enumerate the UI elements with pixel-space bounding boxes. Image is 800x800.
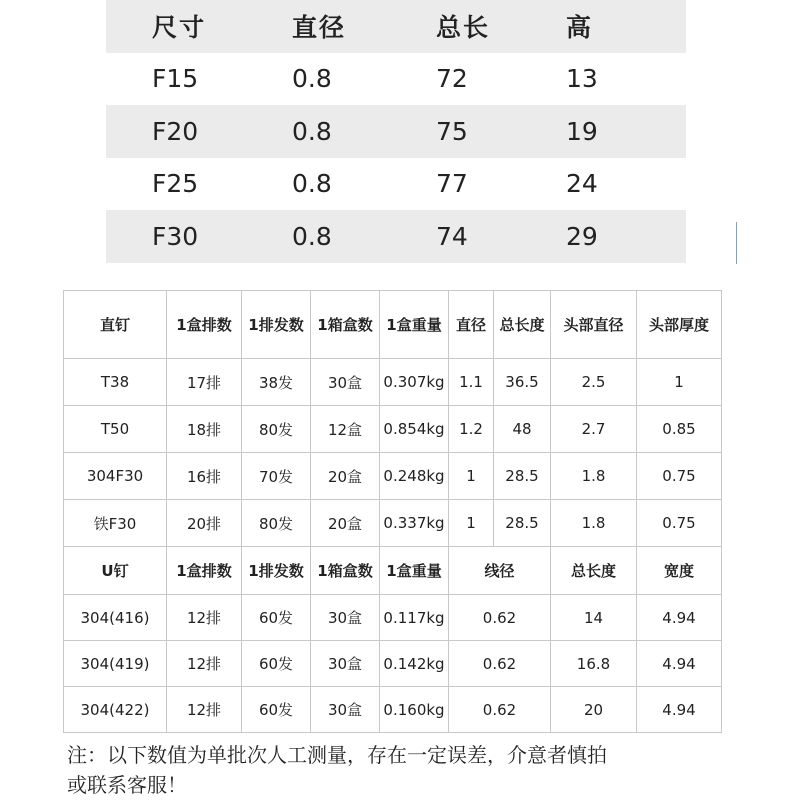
table-cell: 12盒	[311, 406, 380, 453]
table-cell: 1.2	[449, 406, 494, 453]
table-cell: 铁F30	[64, 500, 167, 547]
table-cell: 4.94	[637, 687, 722, 733]
header-cell: 头部直径	[551, 291, 637, 359]
diameter-cell: 0.8	[292, 169, 332, 199]
table-cell: 4.94	[637, 641, 722, 687]
table-cell: 60发	[242, 595, 311, 641]
straight-nail-header	[64, 291, 722, 359]
table-cell: 48	[494, 406, 551, 453]
length-cell: 75	[436, 116, 468, 146]
table-cell: 17排	[167, 359, 242, 406]
table-cell: 1	[637, 359, 722, 406]
header-cell: 1排发数	[242, 291, 311, 359]
header-length: 总长	[436, 13, 491, 43]
header-cell: 宽度	[637, 547, 722, 595]
table-cell: 304F30	[64, 453, 167, 500]
length-cell: 77	[436, 169, 468, 199]
table-cell: 38发	[242, 359, 311, 406]
table-cell: 1.8	[551, 453, 637, 500]
table-cell: 28.5	[494, 453, 551, 500]
table-row	[64, 641, 722, 687]
height-cell: 29	[566, 221, 598, 251]
table-cell: 0.142kg	[380, 641, 449, 687]
header-cell: 总长度	[494, 291, 551, 359]
table-cell: 1.8	[551, 500, 637, 547]
header-cell: 线径	[449, 547, 551, 595]
header-cell: 1箱盒数	[311, 291, 380, 359]
note-line-2: 或联系客服！	[67, 773, 187, 797]
table-cell: 4.94	[637, 595, 722, 641]
diameter-cell: 0.8	[292, 64, 332, 94]
table-cell: 0.117kg	[380, 595, 449, 641]
header-cell: 头部厚度	[637, 291, 722, 359]
header-cell: 直钉	[64, 291, 167, 359]
table-cell: 30盒	[311, 359, 380, 406]
header-cell: 1盒重量	[380, 291, 449, 359]
table-cell: 2.5	[551, 359, 637, 406]
header-cell: 1箱盒数	[311, 547, 380, 595]
table-row	[64, 359, 722, 406]
size-cell: F30	[152, 221, 199, 251]
note-line-1: 注：以下数值为单批次人工测量，存在一定误差，介意者慎拍	[67, 743, 607, 767]
table-cell: 80发	[242, 406, 311, 453]
table-cell: 16.8	[551, 641, 637, 687]
table-cell: 60发	[242, 641, 311, 687]
table-cell: 1	[449, 453, 494, 500]
table-cell: 18排	[167, 406, 242, 453]
disclaimer-note	[67, 740, 767, 800]
table-cell: 80发	[242, 500, 311, 547]
table-cell: 2.7	[551, 406, 637, 453]
table-cell: 304(419)	[64, 641, 167, 687]
header-height: 高	[566, 13, 594, 43]
table-cell: 0.62	[449, 595, 551, 641]
table-row	[64, 687, 722, 733]
spec-table	[63, 290, 722, 733]
header-cell: 总长度	[551, 547, 637, 595]
table-cell: 0.337kg	[380, 500, 449, 547]
u-nail-header	[64, 547, 722, 595]
table-cell: 12排	[167, 595, 242, 641]
size-row	[106, 105, 686, 158]
table-cell: 12排	[167, 641, 242, 687]
table-cell: 0.85	[637, 406, 722, 453]
height-cell: 19	[566, 116, 598, 146]
table-cell: 20盒	[311, 453, 380, 500]
table-cell: 36.5	[494, 359, 551, 406]
size-table-header	[106, 0, 686, 53]
table-cell: 0.75	[637, 500, 722, 547]
table-cell: T38	[64, 359, 167, 406]
size-cell: F15	[152, 64, 199, 94]
table-cell: 1.1	[449, 359, 494, 406]
table-cell: 0.307kg	[380, 359, 449, 406]
table-cell: 0.62	[449, 641, 551, 687]
table-cell: 60发	[242, 687, 311, 733]
table-cell: 20排	[167, 500, 242, 547]
size-row	[106, 53, 686, 106]
table-cell: 304(422)	[64, 687, 167, 733]
table-cell: 30盒	[311, 687, 380, 733]
header-cell: 1排发数	[242, 547, 311, 595]
table-cell: 16排	[167, 453, 242, 500]
length-cell: 74	[436, 221, 468, 251]
header-cell: 1盒排数	[167, 291, 242, 359]
table-cell: 0.854kg	[380, 406, 449, 453]
header-cell: U钉	[64, 547, 167, 595]
size-table	[106, 0, 686, 263]
table-cell: 20	[551, 687, 637, 733]
size-row	[106, 210, 686, 263]
table-cell: 0.160kg	[380, 687, 449, 733]
table-row	[64, 500, 722, 547]
height-cell: 13	[566, 64, 598, 94]
header-cell: 1盒重量	[380, 547, 449, 595]
diameter-cell: 0.8	[292, 116, 332, 146]
table-cell: 0.75	[637, 453, 722, 500]
length-cell: 72	[436, 64, 468, 94]
header-cell: 1盒排数	[167, 547, 242, 595]
size-cell: F25	[152, 169, 199, 199]
table-cell: 1	[449, 500, 494, 547]
table-cell: 20盒	[311, 500, 380, 547]
table-cell: 30盒	[311, 595, 380, 641]
table-cell: 28.5	[494, 500, 551, 547]
table-cell: 304(416)	[64, 595, 167, 641]
table-row	[64, 406, 722, 453]
table-cell: 0.248kg	[380, 453, 449, 500]
header-cell: 直径	[449, 291, 494, 359]
size-cell: F20	[152, 116, 199, 146]
table-cell: 14	[551, 595, 637, 641]
table-row	[64, 595, 722, 641]
table-cell: 0.62	[449, 687, 551, 733]
table-cell: 12排	[167, 687, 242, 733]
table-row	[64, 453, 722, 500]
table-cell: 70发	[242, 453, 311, 500]
divider-mark	[736, 222, 737, 264]
diameter-cell: 0.8	[292, 221, 332, 251]
table-cell: 30盒	[311, 641, 380, 687]
size-row	[106, 158, 686, 211]
table-cell: T50	[64, 406, 167, 453]
height-cell: 24	[566, 169, 598, 199]
header-size: 尺寸	[152, 13, 207, 43]
header-diameter: 直径	[292, 13, 347, 43]
